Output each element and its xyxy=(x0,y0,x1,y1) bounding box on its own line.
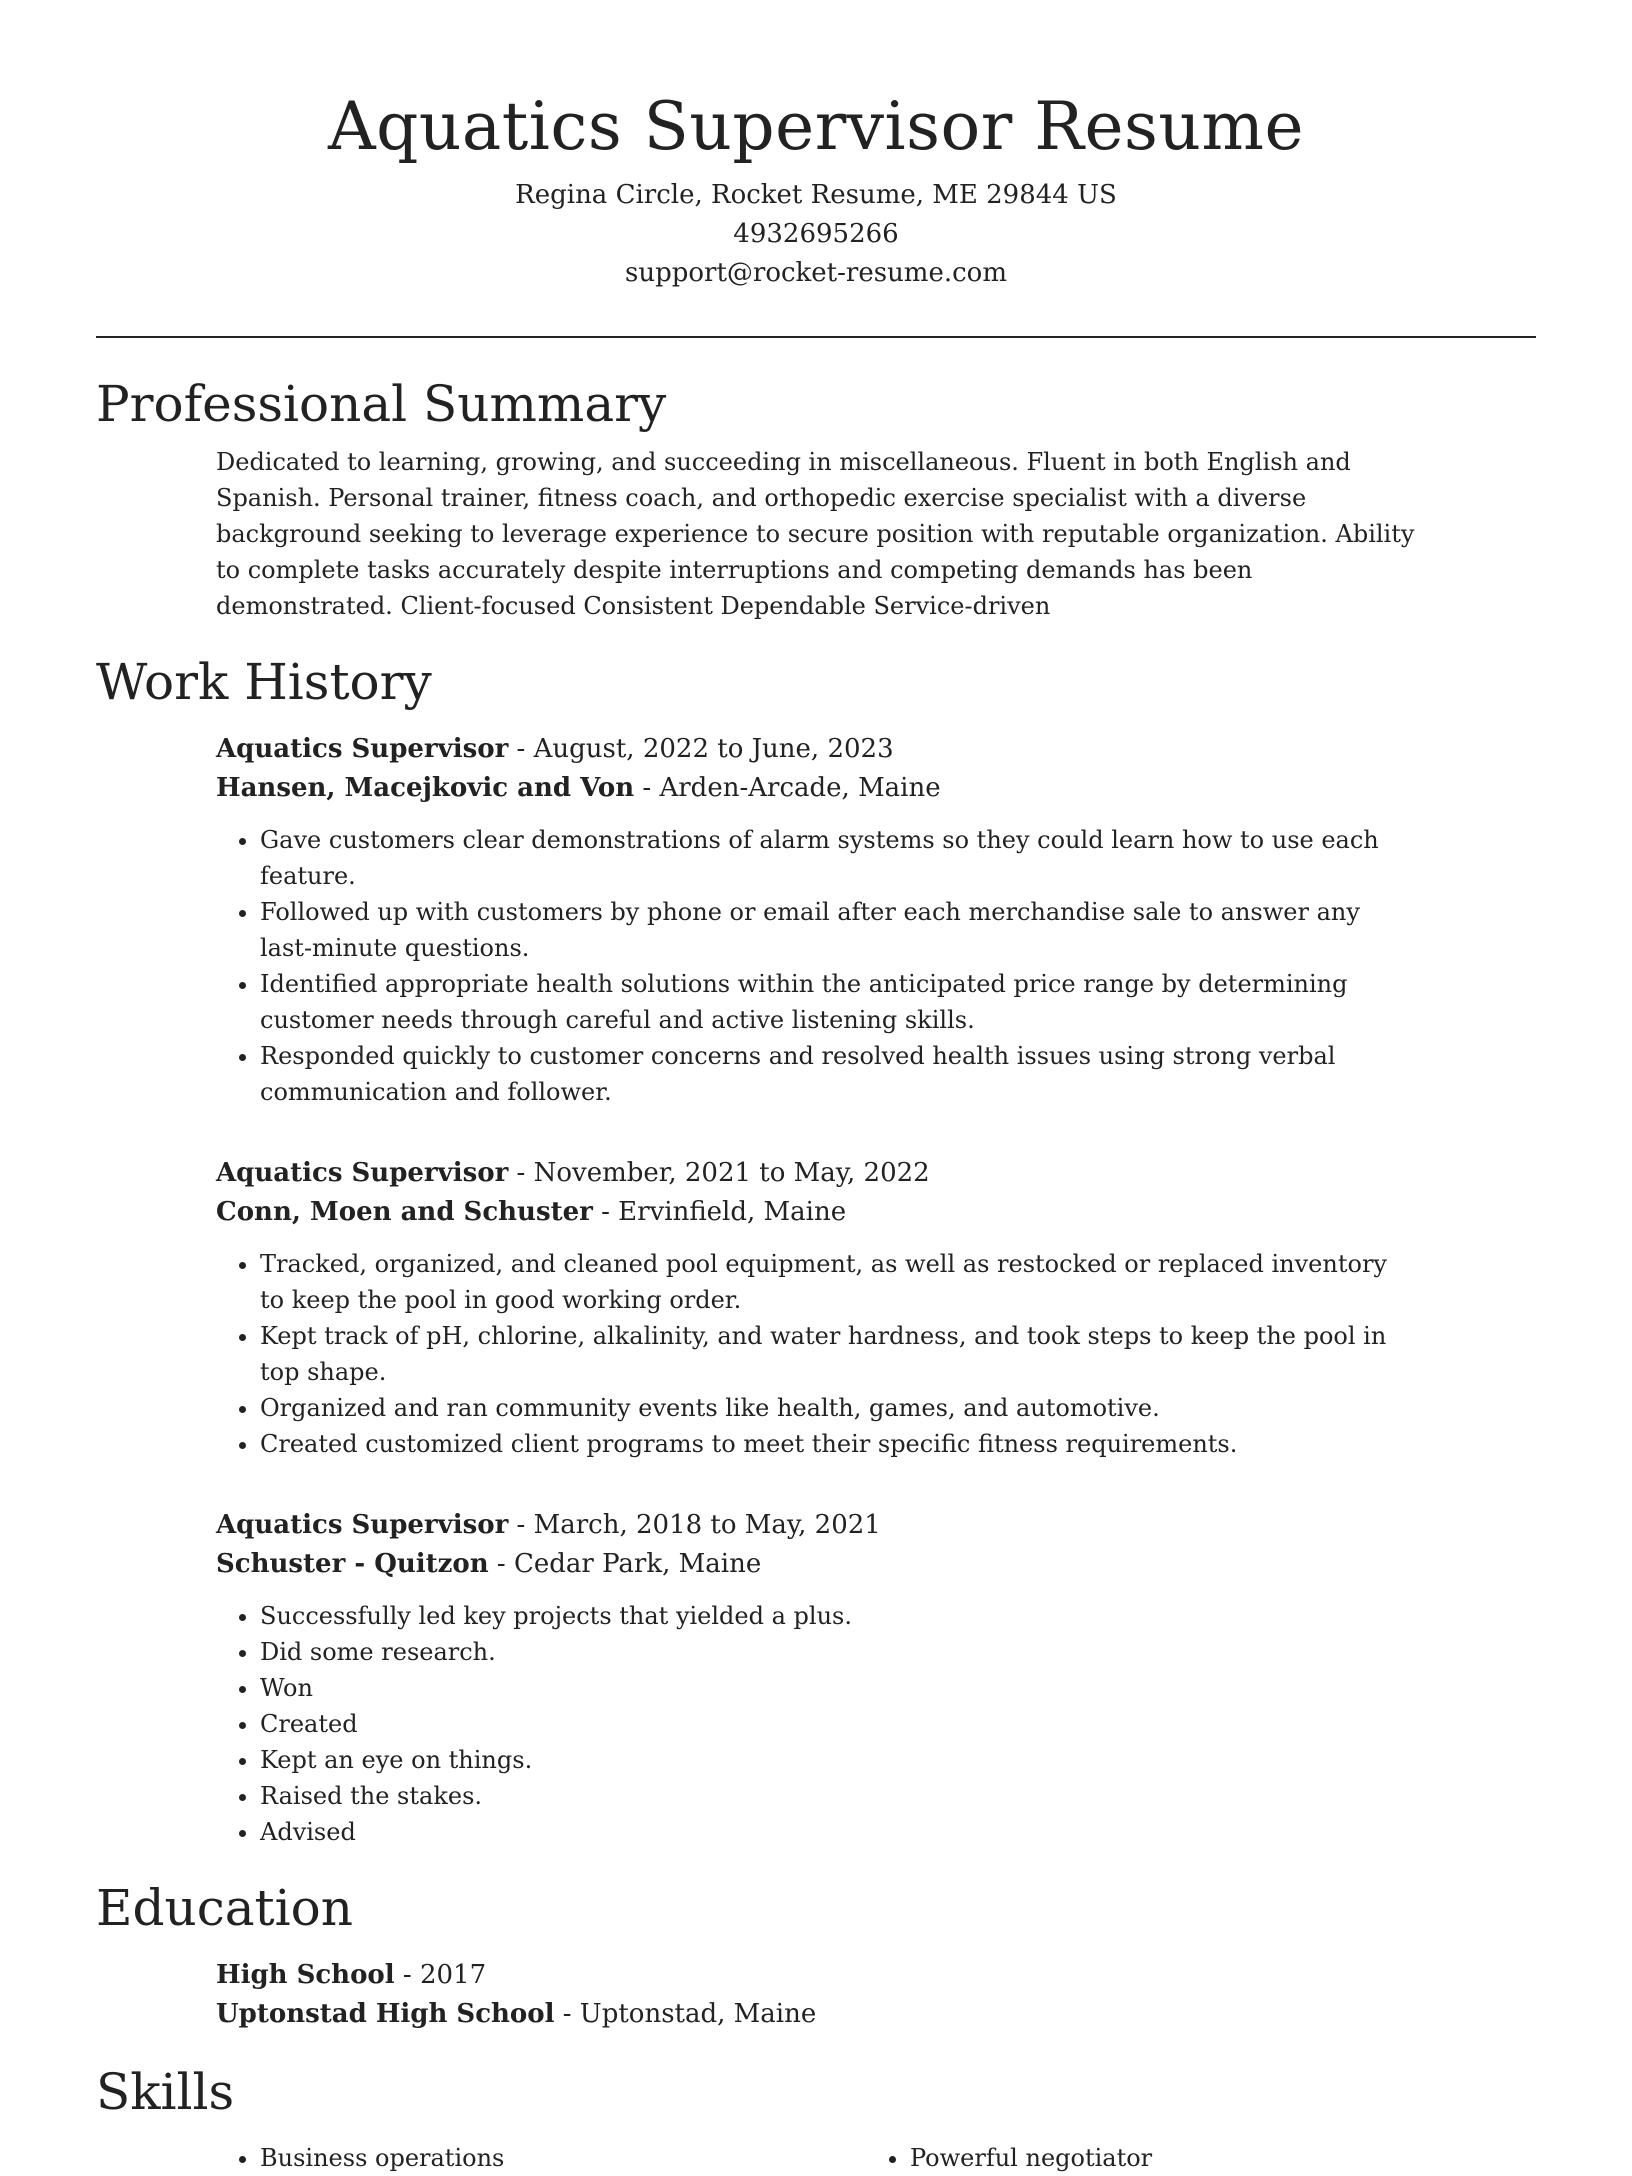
job-title-line xyxy=(216,1154,1416,1193)
job-company-line xyxy=(216,1545,1416,1584)
list-item: • Successfully led key projects that yielded a plus. xyxy=(260,1598,1416,1634)
job-title: Aquatics Supervisor xyxy=(216,734,509,764)
degree-line xyxy=(216,1956,1416,1995)
education-heading: Education xyxy=(96,1879,353,1937)
work-history-section xyxy=(96,652,1536,1850)
job-duties-list xyxy=(216,1598,1416,1850)
job-title-line xyxy=(216,1506,1416,1545)
school-location: - Uptonstad, Maine xyxy=(554,1999,817,2029)
job-dates: - August, 2022 to June, 2023 xyxy=(508,734,894,764)
skills-heading: Skills xyxy=(96,2063,235,2121)
professional-summary-heading: Professional Summary xyxy=(96,375,667,433)
list-item: • Organized and ran community events like health, games, and automotive. xyxy=(260,1390,1416,1426)
resume-page xyxy=(96,0,1536,2176)
list-item: • Kept track of pH, chlorine, alkalinity, and water hardness, and took steps to keep the pool in top shape. xyxy=(260,1318,1416,1390)
list-item: • Won xyxy=(260,1670,1416,1706)
professional-summary-body xyxy=(96,444,1416,624)
skills-section xyxy=(96,2062,1536,2176)
job-duties-list xyxy=(216,1246,1416,1462)
education-entry xyxy=(216,1956,1416,2034)
job-entry xyxy=(216,1154,1416,1462)
contact-info xyxy=(96,176,1536,293)
list-item: • Advised xyxy=(260,1814,1416,1850)
work-history-heading: Work History xyxy=(96,653,432,711)
list-item: • Created xyxy=(260,1706,1416,1742)
list-item: • Kept an eye on things. xyxy=(260,1742,1416,1778)
job-entry xyxy=(216,1506,1416,1850)
education-body xyxy=(96,1956,1416,2034)
company-name: Hansen, Macejkovic and Von xyxy=(216,773,635,803)
header-divider xyxy=(96,336,1536,338)
professional-summary-text: Dedicated to learning, growing, and succeeding in miscellaneous. Fluent in both English and Spanish. Personal trainer, fitness coach, and orthopedic exercise specialist with a diverse background seeking to leverage experience to secure position with reputable organization. Ability to complete tasks accurately despite interruptions and competing demands has been demonstrated. Client-focused Consistent Dependable Service-driven xyxy=(216,448,1415,620)
list-item: • Identified appropriate health solutions within the anticipated price range by determining customer needs through careful and active listening skills. xyxy=(260,966,1416,1038)
professional-summary-section xyxy=(96,374,1536,624)
education-section xyxy=(96,1878,1536,2034)
list-item: • Did some research. xyxy=(260,1634,1416,1670)
job-title: Aquatics Supervisor xyxy=(216,1158,509,1188)
list-item: • Created customized client programs to meet their specific fitness requirements. xyxy=(260,1426,1416,1462)
job-title: Aquatics Supervisor xyxy=(216,1510,509,1540)
skills-list-right xyxy=(866,2140,1516,2176)
school-name: Uptonstad High School xyxy=(216,1999,555,2029)
contact-email: support@rocket-resume.com xyxy=(624,258,1007,288)
job-dates: - November, 2021 to May, 2022 xyxy=(508,1158,930,1188)
resume-header xyxy=(96,0,1536,293)
degree-name: High School xyxy=(216,1960,395,1990)
job-title-line xyxy=(216,730,1416,769)
list-item: • Raised the stakes. xyxy=(260,1778,1416,1814)
list-item: • Followed up with customers by phone or email after each merchandise sale to answer any last-minute questions. xyxy=(260,894,1416,966)
list-item: • Responded quickly to customer concerns and resolved health issues using strong verbal communication and follower. xyxy=(260,1038,1416,1110)
job-company-line xyxy=(216,769,1416,808)
skills-grid xyxy=(216,2140,1416,2176)
skills-body xyxy=(96,2140,1416,2176)
school-line xyxy=(216,1995,1416,2034)
company-name: Schuster - Quitzon xyxy=(216,1549,489,1579)
contact-phone: 4932695266 xyxy=(733,219,899,249)
company-location: - Ervinfield, Maine xyxy=(592,1197,847,1227)
list-item: • Gave customers clear demonstrations of alarm systems so they could learn how to use each feature. xyxy=(260,822,1416,894)
job-company-line xyxy=(216,1193,1416,1232)
work-history-body xyxy=(96,730,1416,1850)
list-item: • Tracked, organized, and cleaned pool equipment, as well as restocked or replaced inventory to keep the pool in good working order. xyxy=(260,1246,1416,1318)
contact-address: Regina Circle, Rocket Resume, ME 29844 US xyxy=(515,180,1117,210)
company-location: - Arden-Arcade, Maine xyxy=(634,773,941,803)
list-item: • Business operations xyxy=(260,2140,866,2176)
job-duties-list xyxy=(216,822,1416,1110)
skills-list-left xyxy=(216,2140,866,2176)
resume-title: Aquatics Supervisor Resume xyxy=(327,88,1305,165)
company-location: - Cedar Park, Maine xyxy=(488,1549,762,1579)
job-dates: - March, 2018 to May, 2021 xyxy=(508,1510,881,1540)
graduation-year: - 2017 xyxy=(394,1960,487,1990)
job-entry xyxy=(216,730,1416,1110)
list-item: • Powerful negotiator xyxy=(910,2140,1516,2176)
company-name: Conn, Moen and Schuster xyxy=(216,1197,593,1227)
